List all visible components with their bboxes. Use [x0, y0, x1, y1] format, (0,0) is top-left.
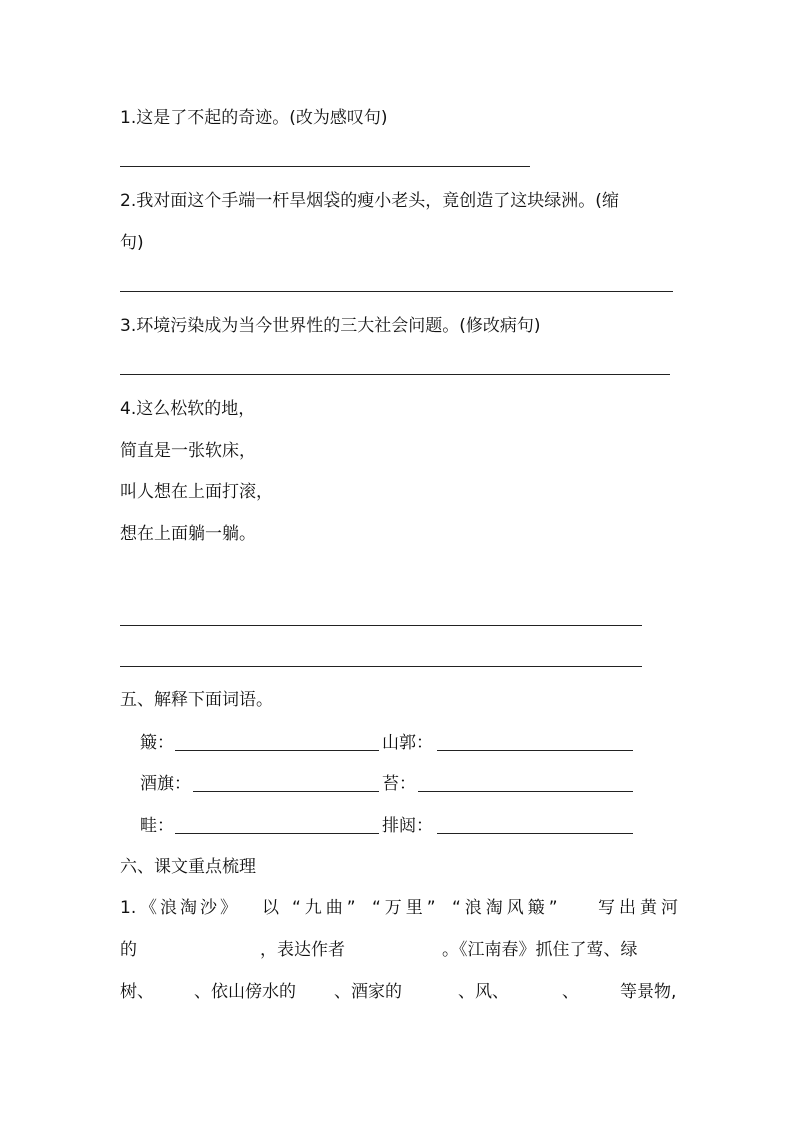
text-shu: 树、: [120, 982, 154, 1002]
term-shanguo: 山郭：: [382, 733, 433, 753]
text-de: 的: [120, 940, 137, 960]
text-jiujia-de: 、酒家的: [334, 982, 402, 1002]
text-yi: 以: [262, 898, 279, 918]
section-5-title: 五、解释下面词语。: [120, 690, 273, 710]
blank-bo[interactable]: [175, 750, 379, 751]
section-6-title: 六、课文重点梳理: [120, 857, 256, 877]
answer-line-4b[interactable]: [120, 666, 642, 667]
blank-jiuqi[interactable]: [193, 791, 379, 792]
blank-shanguo[interactable]: [437, 750, 633, 751]
text-yishan-bangshui: 、依山傍水的: [194, 982, 296, 1002]
blank-tai[interactable]: [418, 791, 633, 792]
item-number: 1.: [120, 898, 137, 918]
question-2-line-2: 句): [120, 233, 144, 253]
answer-line-2[interactable]: [120, 291, 673, 292]
term-qi: 畦：: [140, 816, 174, 836]
text-biaoda-zuozhe: ，表达作者: [260, 940, 345, 960]
quote-jiuqu: “九曲”: [292, 898, 360, 918]
answer-line-4a[interactable]: [120, 625, 642, 626]
text-xiechu-huanghe: 写出黄河: [598, 898, 682, 918]
question-1: 1.这是了不起的奇迹。(改为感叹句): [120, 108, 388, 128]
poem-title-langtaosha: 《浪淘沙》: [140, 898, 240, 918]
quote-langtaofengbo: “浪淘风簸”: [452, 898, 562, 918]
question-4-line-1: 4.这么松软的地，: [120, 399, 256, 419]
term-bo: 簸：: [140, 733, 174, 753]
term-jiuqi: 酒旗：: [140, 774, 191, 794]
blank-qi[interactable]: [175, 833, 379, 834]
text-feng: 、风、: [458, 982, 509, 1002]
question-3: 3.环境污染成为当今世界性的三大社会问题。(修改病句): [120, 316, 541, 336]
text-deng-jingwu: 等景物,: [620, 982, 677, 1002]
text-dun: 、: [562, 982, 579, 1002]
text-jiangnanchun: 。《江南春》抓住了莺、绿: [442, 940, 638, 960]
question-2-line-1: 2.我对面这个手端一杆旱烟袋的瘦小老头，竟创造了这块绿洲。(缩: [120, 191, 619, 211]
question-4-line-2: 简直是一张软床，: [120, 441, 256, 461]
answer-line-1[interactable]: [120, 166, 530, 167]
question-4-line-4: 想在上面躺一躺。: [120, 524, 256, 544]
blank-paita[interactable]: [437, 833, 633, 834]
quote-wanli: “万里”: [372, 898, 440, 918]
answer-line-3[interactable]: [120, 374, 670, 375]
term-tai: 苔：: [382, 774, 416, 794]
question-4-line-3: 叫人想在上面打滚，: [120, 482, 273, 502]
term-paita: 排闼：: [382, 816, 433, 836]
